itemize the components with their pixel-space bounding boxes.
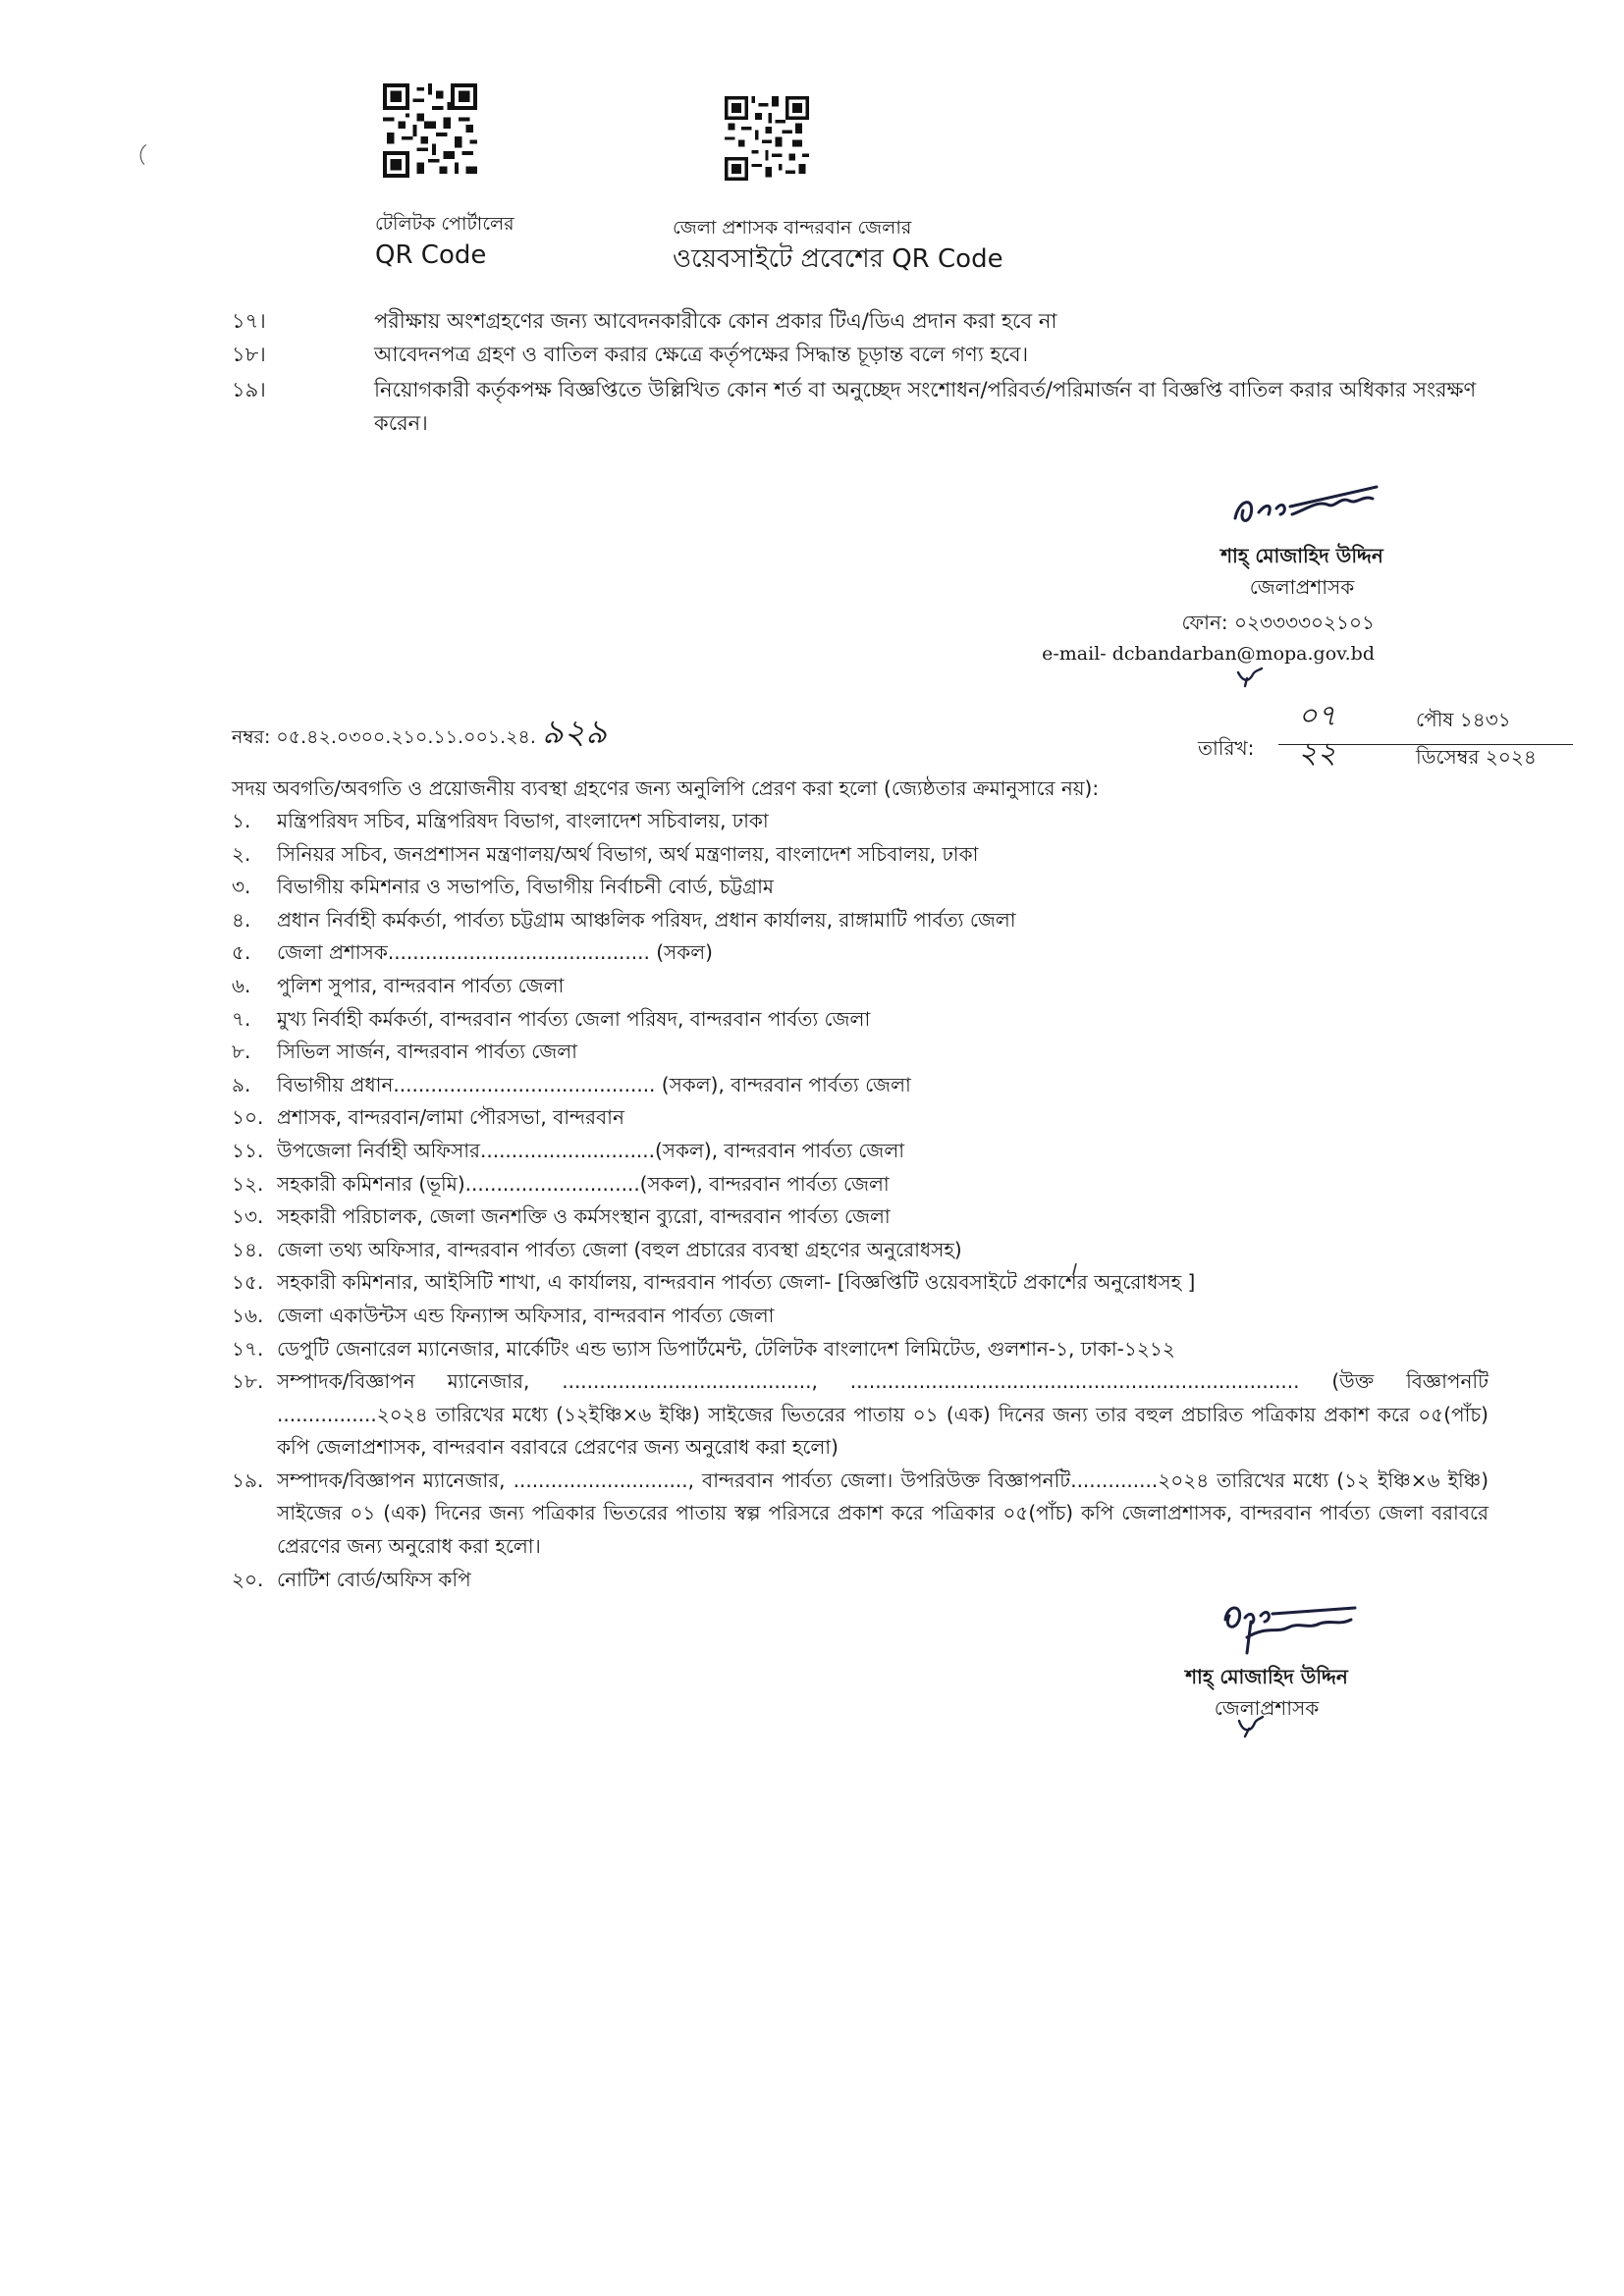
signatory-designation: জেলাপ্রশাসক [1249, 575, 1355, 599]
list-item-text: সম্পাদক/বিজ্ঞাপন ম্যানেজার, ............................, বান্দরবান পার্বত্য জেলা। উপরিউক্ত বিজ্ঞাপনটি..............২০২৪ তারিখের মধ্যে (১২ ইঞ্চি×৬ ইঞ্চি) সাইজের ০১ (এক) দিনের জন্য পত্রিকার ভিতরের পাতায় স্বল্প পরিসরে প্রকাশ করে পত্রিকার ০৫(পাঁচ) কপি জেলাপ্রশাসক, বান্দরবান পার্বত্য জেলা বরাবরে প্রেরণের জন্য অনুরোধ করা হলো। [277, 1468, 1489, 1559]
qr-code-icon [383, 83, 477, 178]
list-item [232, 838, 1489, 872]
date-bangla-day: ০৭ [1298, 699, 1337, 733]
list-item-text: সহকারী পরিচালক, জেলা জনশক্তি ও কর্মসংস্থান ব্যুরো, বান্দরবান পার্বত্য জেলা [277, 1204, 891, 1229]
signature-scribble-1 [1229, 479, 1386, 534]
signatory-name: শাহ্ মোজাহিদ উদ্দিন [1185, 1665, 1348, 1688]
list-item [232, 1135, 1489, 1168]
list-item-text: ডেপুটি জেনারেল ম্যানেজার, মার্কেটিং এন্ড ভ্যাস ডিপার্টমেন্ট, টেলিটক বাংলাদেশ লিমিটেড, গুলশান-১, ঢাকা-১২১২ [277, 1336, 1175, 1361]
list-item-number: ১৬. [232, 1303, 264, 1327]
list-item-number: ৬. [232, 973, 251, 997]
list-item-number: ১২. [232, 1171, 264, 1196]
list-item-number: ১৩. [232, 1204, 264, 1229]
qr-code-icon [725, 96, 809, 181]
list-item [232, 1333, 1489, 1366]
handwritten-initial-icon [1235, 1713, 1265, 1738]
list-item [232, 871, 1489, 904]
list-item [232, 1266, 1489, 1300]
list-item-number: ২০. [232, 1567, 264, 1591]
list-item [232, 970, 1489, 1003]
list-item-number: ৫. [232, 940, 251, 965]
list-item-number: ১৯. [232, 1468, 264, 1492]
email-address: e-mail- dcbandarban@mopa.gov.bd [1042, 643, 1375, 665]
list-item-text: পুলিশ সুপার, বান্দরবান পার্বত্য জেলা [277, 973, 565, 997]
teletalk-qr-code [383, 83, 477, 178]
list-item [232, 1564, 1489, 1597]
clause-number: ১৯। [232, 378, 266, 401]
list-item-text: প্রধান নির্বাহী কর্মকর্তা, পার্বত্য চট্টগ্রাম আঞ্চলিক পরিষদ, প্রধান কার্যালয়, রাঙ্গামাটি পার্বত্য জেলা [277, 907, 1016, 932]
clause-text: আবেদনপত্র গ্রহণ ও বাতিল করার ক্ষেত্রে কর্তৃপক্ষের সিদ্ধান্ত চূড়ান্ত বলে গণ্য হবে। [374, 343, 1029, 366]
contact-info [982, 607, 1375, 669]
list-item-text: প্রশাসক, বান্দরবান/লামা পৌরসভা, বান্দরবান [277, 1105, 624, 1130]
list-item [232, 1365, 1489, 1465]
teletalk-qr-caption-line2: QR Code [375, 240, 487, 270]
list-item-number: ৪. [232, 907, 251, 932]
list-item-number: ১৪. [232, 1237, 264, 1261]
list-item-text: সিভিল সার্জন, বান্দরবান পার্বত্য জেলা [277, 1040, 577, 1064]
handwritten-signature-icon [1229, 479, 1386, 534]
list-item [232, 1069, 1489, 1102]
list-item [232, 805, 1489, 838]
list-item-number: ৩. [232, 875, 251, 899]
list-item-text: বিভাগীয় প্রধান.......................................... (সকল), বান্দরবান পার্বত্য জেলা [277, 1072, 911, 1096]
list-item-number: ১৮. [232, 1369, 264, 1394]
website-qr-caption [673, 214, 1003, 277]
list-item [232, 936, 1489, 970]
list-item-number: ১১. [232, 1138, 264, 1162]
date-english-month-year: ডিসেম্বর ২০২৪ [1416, 745, 1537, 769]
list-item [232, 904, 1489, 937]
list-item-text: সম্পাদক/বিজ্ঞাপন ম্যানেজার, ........................................, ........................................................................ (উক্ত বিজ্ঞাপনটি ................২০২৪ তারিখের মধ্যে (১২ইঞ্চি×৬ ইঞ্চি) সাইজের ভিতরের পাতায় ০১ (এক) দিনের জন্য তার বহুল প্রচারিত পত্রিকায় প্রকাশ করে ০৫(পাঁচ) কপি জেলাপ্রশাসক, বান্দরবান বরাবরে প্রেরণের জন্য অনুরোধ করা হলো) [277, 1369, 1489, 1460]
list-item-text: জেলা তথ্য অফিসার, বান্দরবান পার্বত্য জেলা (বহুল প্রচারের ব্যবস্থা গ্রহণের অনুরোধসহ) [277, 1237, 962, 1261]
list-item-number: ১. [232, 809, 251, 832]
list-item-number: ৮. [232, 1040, 251, 1064]
handwritten-signature-icon [1218, 1598, 1365, 1657]
list-item-number: ১৭. [232, 1336, 264, 1361]
website-qr-caption-line1: জেলা প্রশাসক বান্দরবান জেলার [673, 217, 912, 239]
phone-number: ফোন: ০২৩৩৩৩০২১০১ [1181, 611, 1375, 634]
stray-tick-mark [1070, 1261, 1080, 1277]
initial-scribble-1 [1235, 665, 1265, 688]
signature-block-1 [1155, 540, 1449, 603]
list-item-text: উপজেলা নির্বাহী অফিসার............................(সকল), বান্দরবান পার্বত্য জেলা [277, 1138, 905, 1162]
website-qr-caption-line2: ওয়েবসাইটে প্রবেশের QR Code [673, 244, 1003, 274]
memo-number-text: নম্বর: ০৫.৪২.০৩০০.২১০.১১.০০১.২৪. [232, 726, 536, 748]
signatory-designation: জেলাপ্রশাসক [1214, 1696, 1320, 1720]
list-item-text: জেলা প্রশাসক.......................................... (সকল) [277, 940, 713, 965]
website-qr-code [725, 96, 809, 181]
signature-scribble-2 [1218, 1598, 1365, 1657]
list-item [232, 1201, 1489, 1234]
list-item-text: সহকারী কমিশনার, আইসিটি শাখা, এ কার্যালয়, বান্দরবান পার্বত্য জেলা- [বিজ্ঞপ্তিটি ওয়েবসাইটে প্রকাশের অনুরোধসহ ] [277, 1270, 1196, 1295]
list-item-number: ১০. [232, 1105, 264, 1130]
clause-18 [232, 338, 1498, 371]
list-item-number: ৯. [232, 1072, 251, 1096]
clause-number: ১৮। [232, 343, 266, 366]
handwritten-initial-icon [1235, 665, 1265, 688]
list-item [232, 1036, 1489, 1069]
list-item-text: সিনিয়র সচিব, জনপ্রশাসন মন্ত্রণালয়/অর্থ বিভাগ, অর্থ মন্ত্রণালয়, বাংলাদেশ সচিবালয়, ঢাকা [277, 841, 979, 866]
copy-distribution-intro: সদয় অবগতি/অবগতি ও প্রয়োজনীয় ব্যবস্থা গ্রহণের জন্য অনুলিপি প্রেরণ করা হলো (জ্যেষ্ঠতার ক্রমানুসারে নয়): [232, 776, 1100, 800]
signature-block-2 [1110, 1661, 1424, 1724]
list-item [232, 1101, 1489, 1135]
date-english-day: ২২ [1298, 736, 1337, 771]
memo-number [232, 713, 608, 752]
list-item-text: মন্ত্রিপরিষদ সচিব, মন্ত্রিপরিষদ বিভাগ, বাংলাদেশ সচিবালয়, ঢাকা [277, 809, 769, 832]
clause-number: ১৭। [232, 309, 266, 333]
date-bangla-month-year: পৌষ ১৪৩১ [1416, 708, 1511, 731]
teletalk-qr-caption [375, 210, 514, 273]
list-item [232, 1003, 1489, 1037]
stray-pen-mark [135, 144, 155, 165]
copy-distribution-list [232, 805, 1489, 1596]
list-item-text: সহকারী কমিশনার (ভূমি)............................(সকল), বান্দরবান পার্বত্য জেলা [277, 1171, 890, 1196]
clause-text: পরীক্ষায় অংশগ্রহণের জন্য আবেদনকারীকে কোন প্রকার টিএ/ডিএ প্রদান করা হবে না [374, 309, 1057, 333]
teletalk-qr-caption-line1: টেলিটক পোর্টালের [375, 213, 514, 235]
list-item-number: ১৫. [232, 1270, 264, 1295]
list-item [232, 1168, 1489, 1201]
list-item-text: জেলা একাউন্টস এন্ড ফিন্যান্স অফিসার, বান্দরবান পার্বত্য জেলা [277, 1303, 775, 1327]
list-item-number: ২. [232, 841, 251, 866]
signatory-name: শাহ্ মোজাহিদ উদ্দিন [1220, 544, 1383, 567]
list-item-text: নোটিশ বোর্ড/অফিস কপি [277, 1567, 471, 1591]
list-item-number: ৭. [232, 1006, 251, 1031]
list-item [232, 1300, 1489, 1333]
list-item [232, 1234, 1489, 1267]
date-label: তারিখ: [1198, 736, 1255, 760]
list-item [232, 1465, 1489, 1564]
clause-text: নিয়োগকারী কর্তৃকপক্ষ বিজ্ঞপ্তিতে উল্লিখিত কোন শর্ত বা অনুচ্ছেদ সংশোধন/পরিবর্ত/পরিমার্জন বা বিজ্ঞপ্তি বাতিল করার অধিকার সংরক্ষণ করেন। [374, 378, 1477, 435]
list-item-text: মুখ্য নির্বাহী কর্মকর্তা, বান্দরবান পার্বত্য জেলা পরিষদ, বান্দরবান পার্বত্য জেলা [277, 1006, 871, 1031]
clause-17 [232, 304, 1498, 338]
memo-number-handwritten: ৯২৯ [541, 713, 608, 752]
tick-mark-icon [1070, 1261, 1080, 1277]
list-item-text: বিভাগীয় কমিশনার ও সভাপতি, বিভাগীয় নির্বাচনী বোর্ড, চট্টগ্রাম [277, 875, 774, 899]
initial-scribble-2 [1235, 1713, 1265, 1738]
clause-19 [232, 373, 1498, 440]
